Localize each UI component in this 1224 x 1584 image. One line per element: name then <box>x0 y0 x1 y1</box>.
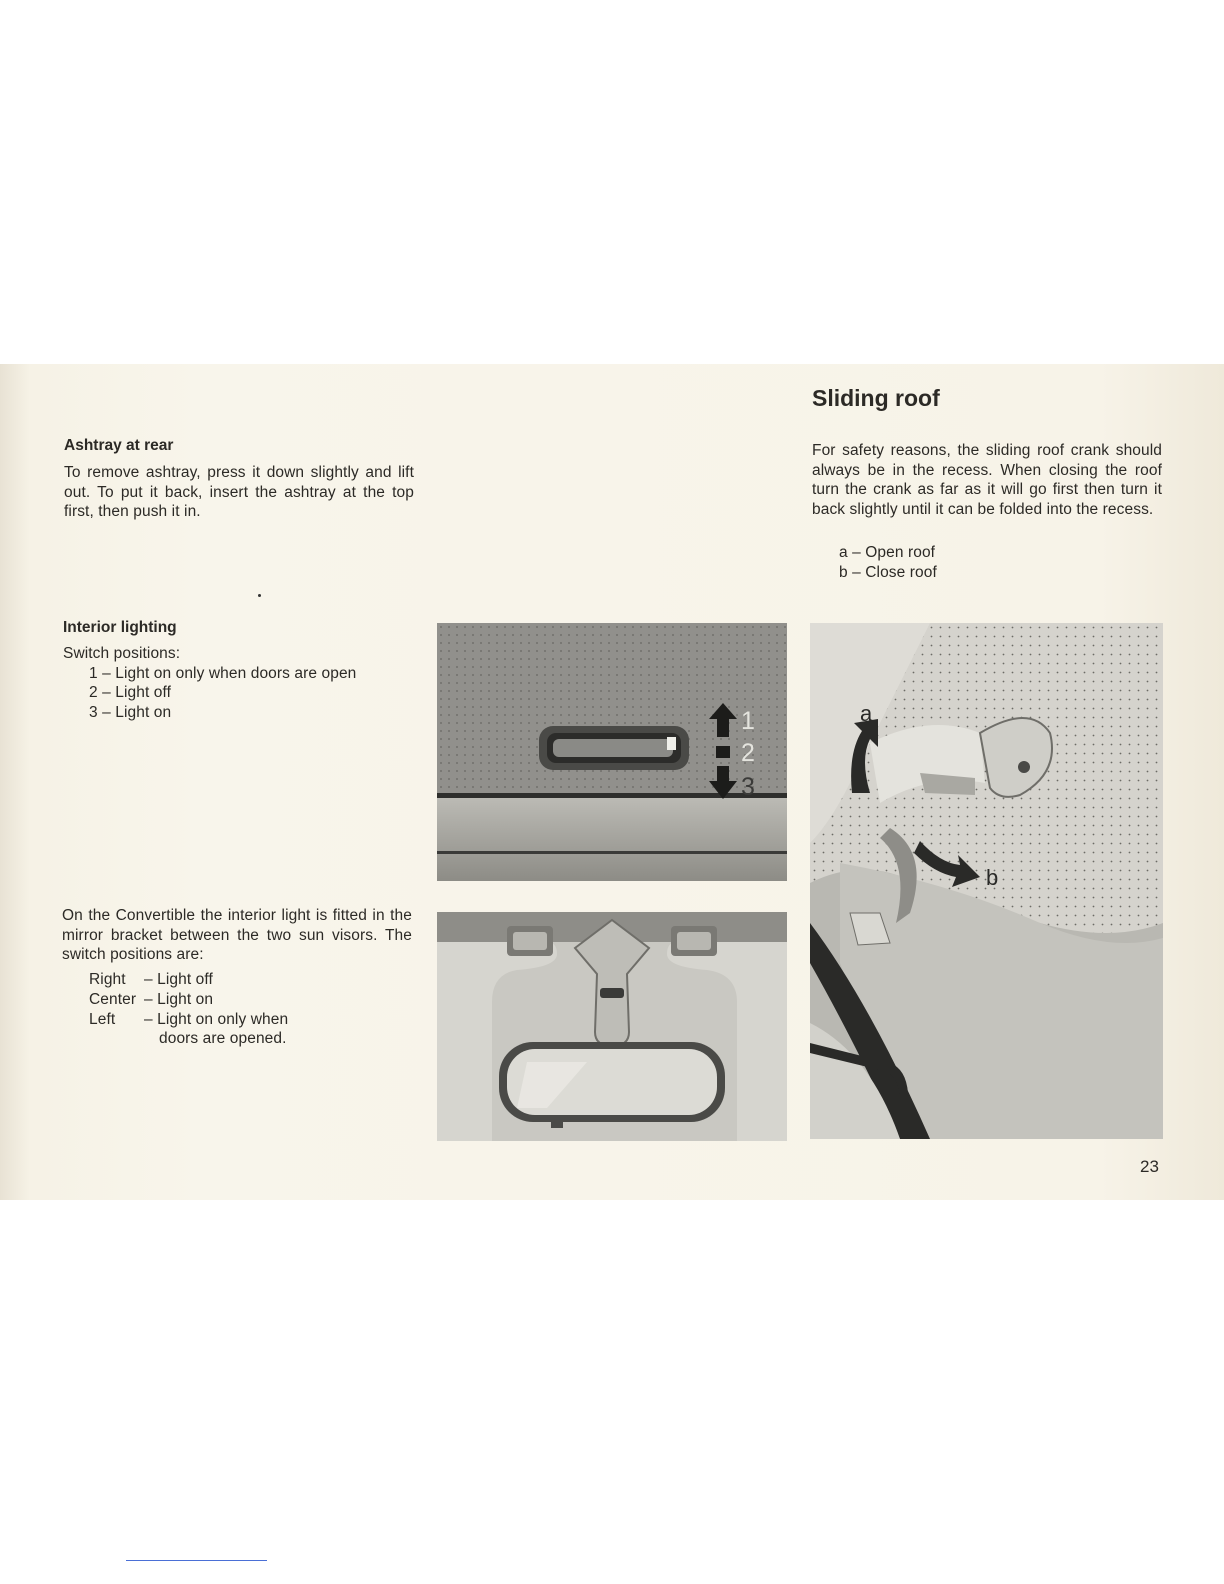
interior-light-switch-photo <box>437 623 787 881</box>
sliding-roof-crank-photo <box>810 623 1163 1139</box>
sliding-roof-item-a: a – Open roof <box>839 544 936 561</box>
convertible-item-right <box>89 970 213 990</box>
bracket-light-switch <box>600 988 624 998</box>
convertible-item-continuation: doors are opened. <box>159 1030 287 1047</box>
square-marker-icon <box>716 746 730 758</box>
ashtray-body: To remove ashtray, press it down slightly and lift out. To put it back, insert the ashtray at the top first, then push it in. <box>64 464 414 521</box>
switch-label-3: 3 <box>741 773 755 801</box>
item-label: Right <box>89 971 126 988</box>
interior-lighting-heading: Interior lighting <box>63 619 177 636</box>
item-text: – Light off <box>144 971 213 988</box>
stray-underline <box>126 1560 267 1561</box>
page-number: 23 <box>1140 1157 1159 1176</box>
item-text: – Light on <box>144 991 214 1008</box>
convertible-body: On the Convertible the interior light is fitted in the mirror bracket between the two sun visors. The switch positions are: <box>62 907 412 964</box>
sliding-roof-heading: Sliding roof <box>812 385 940 411</box>
switch-position-1: 1 – Light on only when doors are open <box>89 665 357 682</box>
crank-label-a: a <box>860 701 873 726</box>
item-label: Left <box>89 1011 116 1028</box>
switch-label-1: 1 <box>741 707 755 735</box>
sliding-roof-item-b: b – Close roof <box>839 564 937 581</box>
switch-position-2: 2 – Light off <box>89 684 172 701</box>
sliding-roof-body: For safety reasons, the sliding roof crank should always be in the recess. When closing the roof turn the crank as far as it will go first then turn it back slightly until it can be folded into the recess. <box>812 442 1162 518</box>
item-label: Center <box>89 991 137 1008</box>
item-text: – Light on only when <box>144 1011 289 1028</box>
switch-position-3: 3 – Light on <box>89 704 172 721</box>
convertible-mirror-photo <box>437 912 787 1141</box>
convertible-item-left <box>89 1010 288 1030</box>
convertible-item-center <box>89 990 213 1010</box>
switch-knob <box>667 737 676 750</box>
speck <box>258 594 261 597</box>
ashtray-heading: Ashtray at rear <box>64 437 174 454</box>
crank-label-b: b <box>986 865 999 890</box>
switch-positions-intro: Switch positions: <box>63 645 181 662</box>
roof-edge-panel <box>437 795 787 881</box>
switch-label-2: 2 <box>741 739 755 767</box>
